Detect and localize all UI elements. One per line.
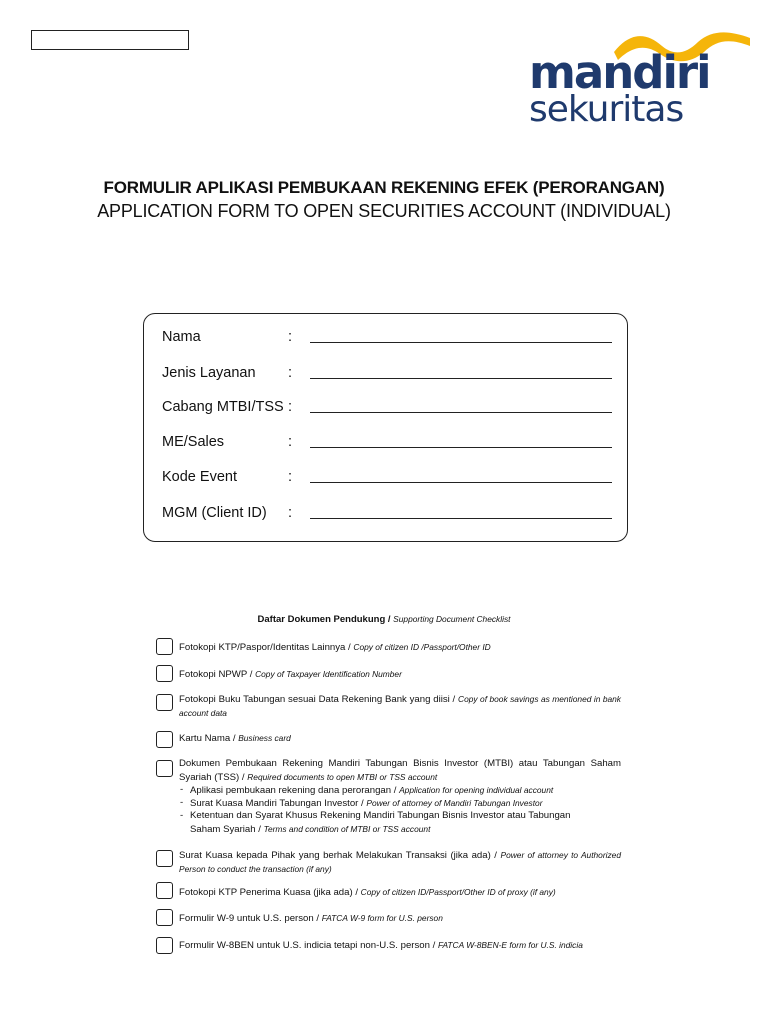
item-text-english: Copy of citizen ID/Passport/Other ID of proxy (if any): [360, 887, 556, 897]
checklist-item-kartu-nama: [179, 732, 621, 746]
checkbox-buku-tabungan[interactable]: [156, 694, 173, 711]
checkbox-w8ben[interactable]: [156, 937, 173, 954]
item-text-english: FATCA W-9 form for U.S. person: [321, 913, 443, 923]
subitem-bullet: -: [180, 784, 184, 795]
logo-subbrand-text: sekuritas: [529, 89, 684, 130]
subitem-bullet: -: [180, 797, 184, 808]
field-input-nama[interactable]: [310, 342, 612, 343]
field-input-mgm[interactable]: [310, 518, 612, 519]
subitem-text-english: Power of attorney of Mandiri Tabungan Investor: [366, 798, 543, 808]
field-input-jenis-layanan[interactable]: [310, 378, 612, 379]
checklist-item-ktp: [179, 641, 621, 655]
subitem-text-english: Terms and condition of MTBI or TSS account: [263, 824, 431, 834]
checklist-item-surat-kuasa-pihak: [179, 849, 621, 876]
checkbox-ktp[interactable]: [156, 638, 173, 655]
field-label-jenis-layanan: Jenis Layanan: [162, 365, 256, 381]
checkbox-npwp[interactable]: [156, 665, 173, 682]
item-text-english: Copy of book savings as mentioned in bank account data: [179, 694, 621, 718]
subitem-surat-kuasa: [190, 797, 543, 811]
checkbox-dokumen-mtbi[interactable]: [156, 760, 173, 777]
checkbox-surat-kuasa-pihak[interactable]: [156, 850, 173, 867]
checklist-title-indonesian: Daftar Dokumen Pendukung /: [257, 614, 391, 625]
item-text: Dokumen Pembukaan Rekening Mandiri Tabungan Bisnis Investor (MTBI) atau Tabungan Saham Syariah (TSS) /: [179, 758, 621, 783]
field-label-cabang: Cabang MTBI/TSS: [162, 399, 284, 415]
checklist-item-dokumen-mtbi: [179, 758, 621, 784]
field-label-me-sales: ME/Sales: [162, 434, 225, 450]
form-title-indonesian: FORMULIR APLIKASI PEMBUKAAN REKENING EFEK (PERORANGAN): [103, 178, 665, 197]
item-text-english: Copy of Taxpayer Identification Number: [255, 669, 402, 679]
item-text-english: Copy of citizen ID /Passport/Other ID: [353, 642, 491, 652]
checkbox-kartu-nama[interactable]: [156, 731, 173, 748]
checkbox-w9[interactable]: [156, 909, 173, 926]
item-text: Formulir W-9 untuk U.S. person /: [179, 913, 322, 924]
item-text-english: Power of attorney to Authorized Person to conduct the transaction (if any): [179, 850, 621, 874]
subitem-text: Aplikasi pembukaan rekening dana perorangan /: [190, 785, 400, 796]
item-text: Kartu Nama /: [179, 733, 239, 744]
item-text-english: Required documents to open MTBI or TSS account: [247, 771, 438, 782]
item-text-english: FATCA W-8BEN-E form for U.S. indicia: [437, 940, 583, 950]
subitem-ketentuan-line1: Ketentuan dan Syarat Khusus Rekening Mandiri Tabungan Bisnis Investor atau Tabungan: [190, 810, 571, 821]
checklist-item-npwp: [179, 668, 621, 682]
field-input-cabang[interactable]: [310, 412, 612, 413]
logo-brand-text: mandiri: [529, 46, 710, 99]
form-title-english: APPLICATION FORM TO OPEN SECURITIES ACCOUNT (INDIVIDUAL): [97, 201, 671, 221]
checklist-item-w8ben: [179, 939, 621, 953]
checklist-item-buku-tabungan: [179, 693, 621, 720]
checklist-item-ktp-penerima-kuasa: [179, 886, 621, 900]
checklist-title: [0, 614, 768, 625]
field-label-kode-event: Kode Event: [162, 469, 237, 485]
checklist-title-english: Supporting Document Checklist: [393, 614, 511, 624]
subitem-bullet: -: [180, 810, 184, 821]
subitem-aplikasi: [190, 784, 553, 798]
item-text-english: Business card: [238, 733, 291, 743]
field-label-mgm: MGM (Client ID): [162, 505, 267, 521]
field-colon: :: [288, 399, 293, 415]
subitem-text: Saham Syariah /: [190, 824, 264, 835]
item-text: Fotokopi KTP Penerima Kuasa (jika ada) /: [179, 887, 361, 898]
item-text: Fotokopi Buku Tabungan sesuai Data Rekening Bank yang diisi /: [179, 694, 459, 705]
field-colon: :: [288, 329, 293, 345]
field-label-nama: Nama: [162, 329, 201, 345]
item-text: Fotokopi KTP/Paspor/Identitas Lainnya /: [179, 642, 354, 653]
field-colon: :: [288, 469, 293, 485]
subitem-ketentuan-line2: [190, 823, 430, 837]
reference-number-box[interactable]: [31, 30, 189, 50]
subitem-text: Surat Kuasa Mandiri Tabungan Investor /: [190, 798, 367, 809]
field-input-me-sales[interactable]: [310, 447, 612, 448]
checklist-item-w9: [179, 912, 621, 926]
item-text: Formulir W-8BEN untuk U.S. indicia tetapi non-U.S. person /: [179, 940, 438, 951]
item-text: Surat Kuasa kepada Pihak yang berhak Melakukan Transaksi (jika ada) /: [179, 850, 501, 861]
subitem-text-english: Application for opening individual account: [399, 785, 554, 795]
field-input-kode-event[interactable]: [310, 482, 612, 483]
item-text: Fotokopi NPWP /: [179, 669, 256, 680]
field-colon: :: [288, 505, 293, 521]
field-colon: :: [288, 434, 293, 450]
checkbox-ktp-penerima-kuasa[interactable]: [156, 882, 173, 899]
field-colon: :: [288, 365, 293, 381]
